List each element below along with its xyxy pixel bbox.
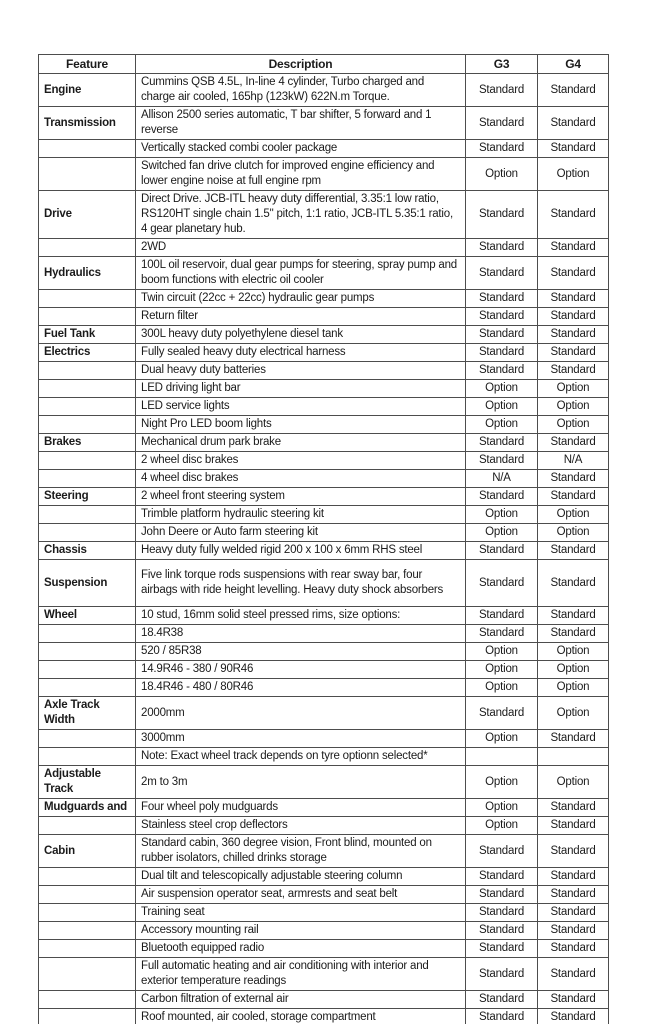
header-g3: G3 (466, 55, 538, 74)
description-cell: Five link torque rods suspensions with rear sway bar, four airbags with ride height levelling. Heavy duty shock absorbers (136, 560, 466, 607)
g4-cell: Standard (538, 239, 609, 257)
description-cell: Direct Drive. JCB-ITL heavy duty differential, 3.35:1 low ratio, RS120HT single chain 1.5" pitch, 1:1 ratio, JCB-ITL 5.35:1 ratio, 4 gear planetary hub. (136, 191, 466, 239)
g3-cell: Standard (466, 625, 538, 643)
description-cell: 2 wheel front steering system (136, 488, 466, 506)
header-row (39, 55, 609, 74)
g4-cell: Standard (538, 625, 609, 643)
table-row (39, 748, 609, 766)
table-row (39, 991, 609, 1009)
table-row (39, 524, 609, 542)
g3-cell: N/A (466, 470, 538, 488)
table-row (39, 817, 609, 835)
table-row (39, 470, 609, 488)
feature-cell (39, 524, 136, 542)
feature-cell (39, 416, 136, 434)
table-row (39, 835, 609, 868)
g4-cell: Standard (538, 470, 609, 488)
g3-cell: Standard (466, 290, 538, 308)
g4-cell: Option (538, 643, 609, 661)
g3-cell: Option (466, 661, 538, 679)
table-row (39, 326, 609, 344)
g3-cell: Option (466, 766, 538, 799)
table-row (39, 730, 609, 748)
table-row (39, 886, 609, 904)
g3-cell: Option (466, 416, 538, 434)
header-g4: G4 (538, 55, 609, 74)
g3-cell: Standard (466, 607, 538, 625)
g4-cell: Standard (538, 904, 609, 922)
header-description: Description (136, 55, 466, 74)
description-cell: LED driving light bar (136, 380, 466, 398)
feature-cell: Cabin (39, 835, 136, 868)
table-row (39, 1009, 609, 1024)
description-cell: Cummins QSB 4.5L, In-line 4 cylinder, Turbo charged and charge air cooled, 165hp (123kW) 622N.m Torque. (136, 74, 466, 107)
feature-cell (39, 679, 136, 697)
description-cell: 3000mm (136, 730, 466, 748)
g3-cell: Standard (466, 697, 538, 730)
g3-cell: Standard (466, 434, 538, 452)
g3-cell: Option (466, 799, 538, 817)
feature-cell: Axle Track Width (39, 697, 136, 730)
table-row (39, 643, 609, 661)
g4-cell: N/A (538, 452, 609, 470)
feature-cell (39, 398, 136, 416)
g3-cell: Standard (466, 344, 538, 362)
description-cell: John Deere or Auto farm steering kit (136, 524, 466, 542)
table-row (39, 488, 609, 506)
table-row (39, 344, 609, 362)
feature-cell: Brakes (39, 434, 136, 452)
g4-cell: Standard (538, 922, 609, 940)
g4-cell: Option (538, 398, 609, 416)
description-cell: Accessory mounting rail (136, 922, 466, 940)
feature-cell (39, 817, 136, 835)
table-row (39, 506, 609, 524)
description-cell: Bluetooth equipped radio (136, 940, 466, 958)
table-row (39, 290, 609, 308)
g4-cell: Standard (538, 817, 609, 835)
g4-cell: Standard (538, 257, 609, 290)
table-row (39, 257, 609, 290)
g3-cell: Option (466, 524, 538, 542)
g3-cell: Standard (466, 922, 538, 940)
description-cell: 18.4R38 (136, 625, 466, 643)
description-cell: 2m to 3m (136, 766, 466, 799)
g3-cell: Standard (466, 542, 538, 560)
g4-cell: Standard (538, 958, 609, 991)
description-cell: Standard cabin, 360 degree vision, Front blind, mounted on rubber isolators, chilled drinks storage (136, 835, 466, 868)
g4-cell: Option (538, 697, 609, 730)
g3-cell: Standard (466, 362, 538, 380)
g3-cell: Standard (466, 958, 538, 991)
table-row (39, 434, 609, 452)
g4-cell: Standard (538, 799, 609, 817)
g3-cell: Standard (466, 904, 538, 922)
table-row (39, 625, 609, 643)
description-cell: 100L oil reservoir, dual gear pumps for steering, spray pump and boom functions with electric oil cooler (136, 257, 466, 290)
g3-cell: Standard (466, 326, 538, 344)
feature-cell: Steering (39, 488, 136, 506)
description-cell: Note: Exact wheel track depends on tyre optionn selected* (136, 748, 466, 766)
table-row (39, 380, 609, 398)
description-cell: Dual tilt and telescopically adjustable steering column (136, 868, 466, 886)
description-cell: Fully sealed heavy duty electrical harness (136, 344, 466, 362)
g4-cell: Standard (538, 940, 609, 958)
g4-cell: Standard (538, 326, 609, 344)
table-row (39, 416, 609, 434)
description-cell: Switched fan drive clutch for improved engine efficiency and lower engine noise at full engine rpm (136, 158, 466, 191)
g3-cell: Option (466, 679, 538, 697)
g4-cell: Standard (538, 835, 609, 868)
description-cell: Twin circuit (22cc + 22cc) hydraulic gear pumps (136, 290, 466, 308)
g3-cell: Standard (466, 868, 538, 886)
g3-cell: Standard (466, 140, 538, 158)
g4-cell: Standard (538, 344, 609, 362)
feature-cell: Suspension (39, 560, 136, 607)
feature-cell: Drive (39, 191, 136, 239)
g3-cell: Option (466, 506, 538, 524)
feature-cell (39, 308, 136, 326)
feature-cell (39, 730, 136, 748)
g4-cell: Standard (538, 868, 609, 886)
g3-cell: Standard (466, 1009, 538, 1024)
header-feature: Feature (39, 55, 136, 74)
g4-cell: Option (538, 158, 609, 191)
description-cell: Roof mounted, air cooled, storage compartment (136, 1009, 466, 1024)
g3-cell: Standard (466, 239, 538, 257)
table-row (39, 308, 609, 326)
table-row (39, 904, 609, 922)
description-cell: Vertically stacked combi cooler package (136, 140, 466, 158)
feature-cell: Mudguards and (39, 799, 136, 817)
feature-cell (39, 239, 136, 257)
g4-cell: Standard (538, 191, 609, 239)
description-cell: Four wheel poly mudguards (136, 799, 466, 817)
g4-cell: Standard (538, 560, 609, 607)
table-row (39, 542, 609, 560)
table-row (39, 958, 609, 991)
feature-cell (39, 290, 136, 308)
g3-cell: Standard (466, 257, 538, 290)
feature-cell: Adjustable Track (39, 766, 136, 799)
g4-cell (538, 748, 609, 766)
g4-cell: Option (538, 380, 609, 398)
table-row (39, 922, 609, 940)
feature-cell: Engine (39, 74, 136, 107)
table-row (39, 679, 609, 697)
feature-cell (39, 940, 136, 958)
feature-cell: Fuel Tank (39, 326, 136, 344)
description-cell: Return filter (136, 308, 466, 326)
feature-cell (39, 991, 136, 1009)
description-cell: 2WD (136, 239, 466, 257)
description-cell: 10 stud, 16mm solid steel pressed rims, size options: (136, 607, 466, 625)
table-row (39, 158, 609, 191)
feature-cell (39, 625, 136, 643)
g3-cell: Option (466, 380, 538, 398)
description-cell: 2000mm (136, 697, 466, 730)
table-row (39, 868, 609, 886)
g4-cell: Standard (538, 140, 609, 158)
g3-cell: Standard (466, 107, 538, 140)
g3-cell: Standard (466, 488, 538, 506)
table-row (39, 239, 609, 257)
g4-cell: Standard (538, 308, 609, 326)
table-row (39, 398, 609, 416)
g4-cell: Standard (538, 434, 609, 452)
description-cell: Dual heavy duty batteries (136, 362, 466, 380)
g4-cell: Option (538, 679, 609, 697)
g4-cell: Standard (538, 886, 609, 904)
g3-cell: Option (466, 643, 538, 661)
description-cell: Carbon filtration of external air (136, 991, 466, 1009)
description-cell: LED service lights (136, 398, 466, 416)
g4-cell: Option (538, 416, 609, 434)
description-cell: 300L heavy duty polyethylene diesel tank (136, 326, 466, 344)
feature-cell (39, 868, 136, 886)
g4-cell: Standard (538, 730, 609, 748)
description-cell: Full automatic heating and air conditioning with interior and exterior temperature readings (136, 958, 466, 991)
description-cell: Heavy duty fully welded rigid 200 x 100 x 6mm RHS steel (136, 542, 466, 560)
table-row (39, 362, 609, 380)
g3-cell: Option (466, 398, 538, 416)
feature-spec-table (38, 54, 609, 1024)
feature-cell: Electrics (39, 344, 136, 362)
feature-cell: Chassis (39, 542, 136, 560)
g4-cell: Option (538, 766, 609, 799)
feature-cell (39, 643, 136, 661)
feature-cell (39, 958, 136, 991)
feature-cell (39, 362, 136, 380)
feature-cell (39, 158, 136, 191)
g3-cell: Standard (466, 74, 538, 107)
table-row (39, 799, 609, 817)
g4-cell: Standard (538, 607, 609, 625)
g3-cell: Standard (466, 452, 538, 470)
g4-cell: Standard (538, 74, 609, 107)
g3-cell: Standard (466, 991, 538, 1009)
table-row (39, 560, 609, 607)
g3-cell: Standard (466, 940, 538, 958)
g3-cell: Standard (466, 835, 538, 868)
table-row (39, 940, 609, 958)
spec-table-body (39, 74, 609, 1024)
g4-cell: Standard (538, 991, 609, 1009)
description-cell: Mechanical drum park brake (136, 434, 466, 452)
feature-cell (39, 661, 136, 679)
description-cell: Trimble platform hydraulic steering kit (136, 506, 466, 524)
g4-cell: Option (538, 506, 609, 524)
g4-cell: Option (538, 524, 609, 542)
feature-cell (39, 506, 136, 524)
table-row (39, 191, 609, 239)
g4-cell: Standard (538, 290, 609, 308)
feature-cell (39, 140, 136, 158)
table-row (39, 607, 609, 625)
description-cell: 14.9R46 - 380 / 90R46 (136, 661, 466, 679)
description-cell: 4 wheel disc brakes (136, 470, 466, 488)
feature-cell: Wheel (39, 607, 136, 625)
table-row (39, 140, 609, 158)
feature-cell (39, 904, 136, 922)
table-row (39, 697, 609, 730)
g3-cell (466, 748, 538, 766)
g3-cell: Standard (466, 191, 538, 239)
g4-cell: Option (538, 661, 609, 679)
description-cell: Night Pro LED boom lights (136, 416, 466, 434)
feature-cell: Transmission (39, 107, 136, 140)
g3-cell: Option (466, 730, 538, 748)
feature-cell (39, 1009, 136, 1024)
g3-cell: Option (466, 817, 538, 835)
feature-cell (39, 380, 136, 398)
table-row (39, 452, 609, 470)
g4-cell: Standard (538, 488, 609, 506)
feature-cell (39, 470, 136, 488)
g4-cell: Standard (538, 1009, 609, 1024)
feature-cell (39, 452, 136, 470)
table-row (39, 661, 609, 679)
feature-cell (39, 886, 136, 904)
feature-cell: Hydraulics (39, 257, 136, 290)
table-row (39, 766, 609, 799)
description-cell: Allison 2500 series automatic, T bar shifter, 5 forward and 1 reverse (136, 107, 466, 140)
table-row (39, 107, 609, 140)
description-cell: Air suspension operator seat, armrests and seat belt (136, 886, 466, 904)
g3-cell: Standard (466, 560, 538, 607)
description-cell: Training seat (136, 904, 466, 922)
g4-cell: Standard (538, 542, 609, 560)
description-cell: 2 wheel disc brakes (136, 452, 466, 470)
g3-cell: Standard (466, 308, 538, 326)
table-row (39, 74, 609, 107)
description-cell: 520 / 85R38 (136, 643, 466, 661)
g3-cell: Standard (466, 886, 538, 904)
description-cell: Stainless steel crop deflectors (136, 817, 466, 835)
description-cell: 18.4R46 - 480 / 80R46 (136, 679, 466, 697)
feature-cell (39, 922, 136, 940)
g4-cell: Standard (538, 362, 609, 380)
g4-cell: Standard (538, 107, 609, 140)
g3-cell: Option (466, 158, 538, 191)
feature-cell (39, 748, 136, 766)
